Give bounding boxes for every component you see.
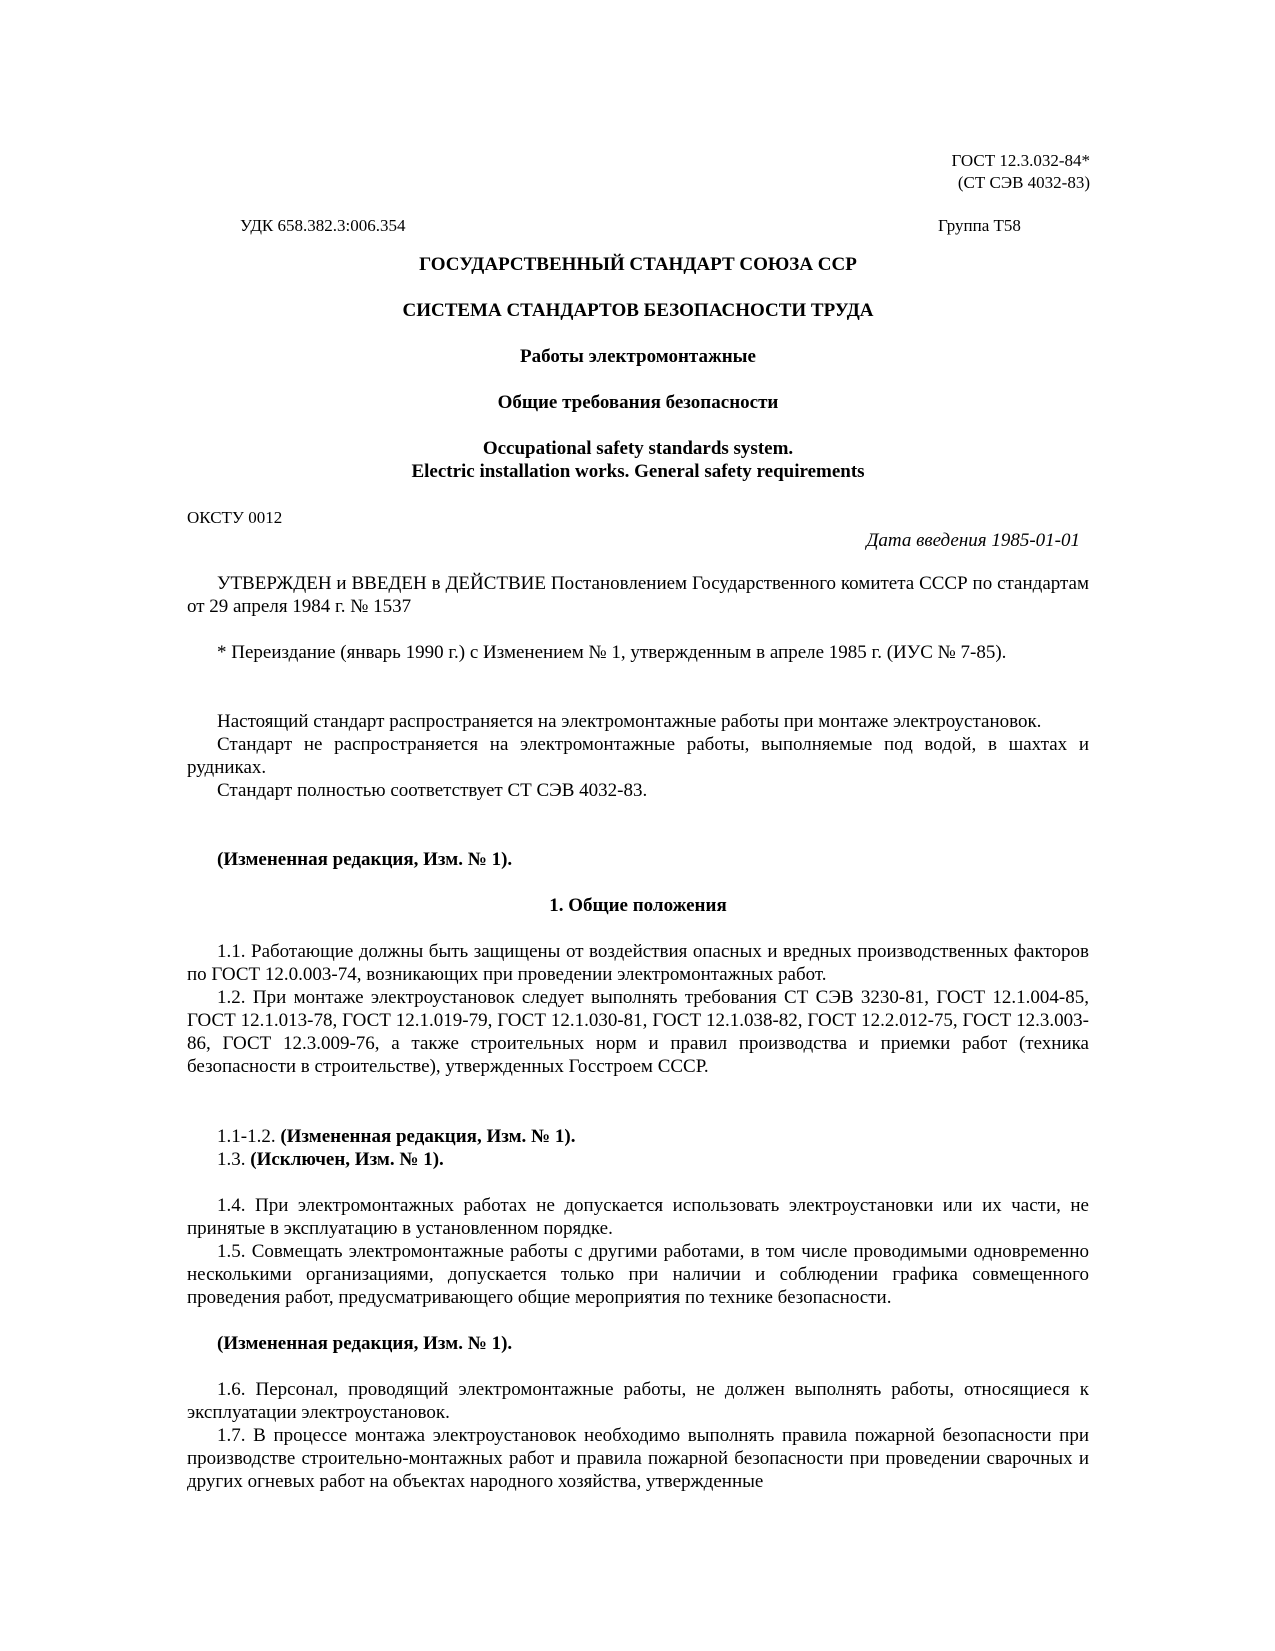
title-system: СИСТЕМА СТАНДАРТОВ БЕЗОПАСНОСТИ ТРУДА bbox=[402, 300, 874, 321]
intro-amendment-block bbox=[187, 848, 1089, 871]
gost-number: ГОСТ 12.3.032-84* bbox=[951, 151, 1090, 170]
udk-code: УДК 658.382.3:006.354 bbox=[240, 216, 406, 235]
clause-1-2: 1.2. При монтаже электроустановок следует выполнять требования СТ СЭВ 3230-81, ГОСТ 12.1.004-85, ГОСТ 12.1.013-78, ГОСТ 12.1.019-79, ГОСТ 12.1.030-81, ГОСТ 12.1.038-82, ГОСТ 12.2.012-75, ГОСТ 12.3.003-86, ГОСТ 12.3.009-76, а также строительных норм и правил производства и приемки работ (техника безопасности в строительстве), утвержденных Госстроем СССР. bbox=[187, 987, 1089, 1077]
title-requirements: Общие требования безопасности bbox=[497, 392, 779, 413]
okstu-code: ОКСТУ 0012 bbox=[187, 508, 283, 527]
section1-amendments bbox=[187, 1125, 1089, 1171]
gost-designation bbox=[951, 150, 1090, 194]
clause-1-6: 1.6. Персонал, проводящий электромонтажные работы, не должен выполнять работы, относящиеся к эксплуатации электроустановок. bbox=[187, 1379, 1089, 1423]
approval-block bbox=[187, 572, 1089, 618]
intro-exclusion: Стандарт не распространяется на электромонтажные работы, выполняемые под водой, в шахтах и рудниках. bbox=[187, 734, 1089, 778]
clause-1-5: 1.5. Совмещать электромонтажные работы с другими работами, в том числе проводимыми одновременно несколькими организациями, допускается только при наличии и соблюдении графика совмещенного проведения работ, предусматривающего общие мероприятия по технике безопасности. bbox=[187, 1241, 1089, 1308]
reissue-block bbox=[187, 641, 1089, 664]
clause-1-1-1-2-amendment: (Измененная редакция, Изм. № 1). bbox=[280, 1126, 576, 1147]
section1-part-a bbox=[187, 940, 1089, 1078]
group-code: Группа Т58 bbox=[938, 216, 1021, 235]
clause-1-3-prefix: 1.3. bbox=[217, 1149, 251, 1170]
intro-conformity: Стандарт полностью соответствует СТ СЭВ 4032-83. bbox=[217, 780, 648, 801]
intro-scope: Настоящий стандарт распространяется на электромонтажные работы при монтаже электроустановок. bbox=[217, 711, 1042, 732]
clause-1-3-excluded: (Исключен, Изм. № 1). bbox=[250, 1149, 444, 1170]
title-english-line2: Electric installation works. General safety requirements bbox=[411, 461, 865, 482]
clause-1-1-1-2-note bbox=[187, 1125, 1089, 1148]
section1-amendment2-block bbox=[187, 1332, 1089, 1355]
clause-1-1: 1.1. Работающие должны быть защищены от воздействия опасных и вредных производственных факторов по ГОСТ 12.0.003-74, возникающих при проведении электромонтажных работ. bbox=[187, 941, 1089, 985]
section1-part-c bbox=[187, 1378, 1089, 1493]
date-introduced: Дата введения 1985-01-01 bbox=[866, 530, 1080, 551]
clause-1-5-amendment: (Измененная редакция, Изм. № 1). bbox=[217, 1333, 513, 1354]
title-state-standard: ГОСУДАРСТВЕННЫЙ СТАНДАРТ СОЮЗА ССР bbox=[419, 254, 857, 275]
approval-text: УТВЕРЖДЕН и ВВЕДЕН в ДЕЙСТВИЕ Постановлением Государственного комитета СССР по стандартам от 29 апреля 1984 г. № 1537 bbox=[187, 573, 1089, 617]
section1-heading: 1. Общие положения bbox=[549, 895, 727, 916]
clause-1-3 bbox=[187, 1148, 1089, 1171]
intro-section bbox=[187, 710, 1089, 802]
clause-1-1-1-2-prefix: 1.1-1.2. bbox=[217, 1126, 281, 1147]
section1-part-b bbox=[187, 1194, 1089, 1309]
intro-amendment: (Измененная редакция, Изм. № 1). bbox=[217, 849, 513, 870]
clause-1-4: 1.4. При электромонтажных работах не допускается использовать электроустановки или их части, не принятые в эксплуатацию в установленном порядке. bbox=[187, 1195, 1089, 1239]
title-english bbox=[187, 437, 1089, 483]
title-english-line1: Occupational safety standards system. bbox=[482, 438, 794, 459]
reissue-note: * Переиздание (январь 1990 г.) с Изменением № 1, утвержденным в апреле 1985 г. (ИУС № 7-85). bbox=[217, 642, 1007, 663]
st-sev-number: (СТ СЭВ 4032-83) bbox=[957, 173, 1090, 192]
clause-1-7: 1.7. В процессе монтажа электроустановок необходимо выполнять правила пожарной безопасности при производстве строительно-монтажных работ и правила пожарной безопасности при проведении сварочных и других огневых работ на объектах народного хозяйства, утвержденные bbox=[187, 1425, 1089, 1492]
title-works: Работы электромонтажные bbox=[520, 346, 756, 367]
